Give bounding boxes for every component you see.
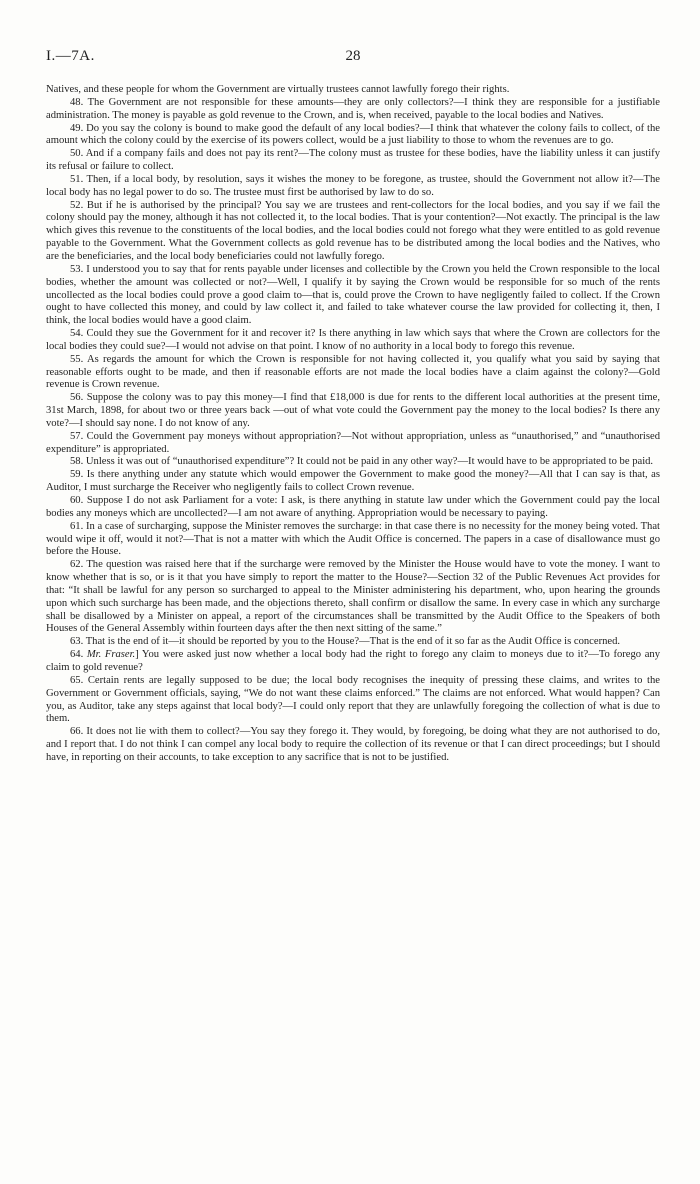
paragraph-53: 53. I understood you to say that for rents payable under licenses and collectible by the Crown you held the Crown responsible to the local bodies, whether the amount was collected or not?—Well, I qualify it by saying the Crown would be responsible for so much of the rents uncollected as the local bodies could prove a good claim to—that is, could prove the Crown to have negligently failed to collect. If the Crown ought to have collected this money, and could by law collect it, and failed to take whatever course the law provided for collecting it, then, I think, the local bodies would have a good claim. — [46, 263, 660, 327]
paragraph-56: 56. Suppose the colony was to pay this money—I find that £18,000 is due for rents to the different local authorities at the present time, 31st March, 1898, for about two or three years back —out of what vote could the Government pay the money to the local bodies? Is there any vote?—I should say none. I do not know of any. — [46, 392, 660, 429]
paragraph-49: 49. Do you say the colony is bound to make good the default of any local bodies?—I think that whatever the colony fails to collect, of the amount which the colony could by the exercise of its powers collect, would be a just liability to those to whom the revenues are to go. — [46, 122, 660, 147]
paragraph-50: 50. And if a company fails and does not pay its rent?—The colony must as trustee for these bodies, have the liability unless it can justify its refusal or failure to collect. — [46, 148, 660, 173]
speaker-name: Mr. Fraser. — [86, 649, 136, 661]
page-header — [46, 48, 660, 74]
paragraph-64: 64. Mr. Fraser.] You were asked just now whether a local body had the right to forego any claim to moneys due to it?—To forego any claim to gold revenue? — [46, 649, 660, 673]
paragraph-52: 52. But if he is authorised by the principal? You say we are trustees and rent-collectors for the local bodies, and you say if we fail the colony should pay the money, although it has not collected it, to the local bodies. That is your contention?—Not exactly. The principal is the law which gives this revenue to the constituents of the local bodies, and the local bodies could not forego what they were entitled to as gold revenue payable to the Government. What the Government collects as gold revenue has to be distributed among the local bodies and the Natives, who are the beneficiaries, and the local body beneficiaries could not lawfully forego. — [46, 199, 660, 262]
document-reference: I.—7A. — [46, 48, 95, 64]
document-body — [46, 84, 660, 765]
paragraph-63: 63. That is the end of it—it should be reported by you to the House?—That is the end of it so far as the Audit Office is concerned. — [70, 636, 621, 648]
paragraph-51: 51. Then, if a local body, by resolution, says it wishes the money to be foregone, as trustee, should the Government not allow it?—The local body has no legal power to do so. The trustee must first be authorised by law to do so. — [46, 173, 660, 198]
paragraph-continued: Natives, and these people for whom the Government are virtually trustees cannot lawfully forego their rights. — [46, 84, 510, 95]
paragraph-58: 58. Unless it was out of “unauthorised expenditure”? It could not be paid in any other way?—It would have to be appropriated to be paid. — [70, 456, 654, 468]
paragraph-62: 62. The question was raised here that if the surcharge were removed by the Minister the House would have to vote the money. I want to know whether that is so, or is it that you have simply to report the matter to the House?—Section 32 of the Public Revenues Act provides for that: “It shall be lawful for any person so surcharged to appeal to the Minister administering his department, who, upon hearing the grounds upon which such surcharge has been made, and the objections thereto, shall confirm or disallow the same. In every case in which any surcharge shall be disallowed by a Minister on appeal, a report of the circumstances shall be transmitted by the Audit Office to the Speakers of both Houses of the General Assembly within fourteen days after the then next sitting of the same.” — [46, 559, 660, 635]
paragraph-48: 48. The Government are not responsible for these amounts—they are only collectors?—I think they are responsible for a justifiable administration. The money is payable as gold revenue to the Crown, and is, when received, payable to the local bodies and Natives. — [46, 96, 660, 121]
paragraph-55: 55. As regards the amount for which the Crown is responsible for not having collected it, you qualify what you said by saying that reasonable efforts ought to be made, and then if reasonable efforts are not made the local bodies have a claim against the colony?—Gold revenue is Crown revenue. — [46, 353, 660, 391]
paragraph-54: 54. Could they sue the Government for it and recover it? Is there anything in law which says that where the Crown are collectors for the local bodies they could sue?—I would not advise on that point. I know of no authority in a local body to forego this revenue. — [46, 328, 660, 352]
page-number: 28 — [345, 48, 361, 64]
paragraph-57: 57. Could the Government pay moneys without appropriation?—Not without appropriation, unless as “unauthorised,” and “unauthorised expenditure” is appropriated. — [46, 430, 660, 455]
paragraph-60: 60. Suppose I do not ask Parliament for a vote: I ask, is there anything in statute law under which the Government could pay the local bodies any moneys which are uncollected?—I am not aware of anything. Appropriation would be necessary to paying. — [46, 495, 660, 519]
paragraph-66: 66. It does not lie with them to collect?—You say they forego it. They would, by foregoing, be doing what they are not authorised to do, and I report that. I do not think I can compel any local body to require the collection of its revenue or that I can direct proceedings; but I should have, in reporting on their accounts, to take exception to any sacrifice that is not to be justified. — [46, 726, 660, 763]
paragraph-59: 59. Is there anything under any statute which would empower the Government to make good the money?—All that I can say is that, as Auditor, I must surcharge the Receiver who negligently fails to collect Crown revenue. — [46, 469, 660, 494]
paragraph-65: 65. Certain rents are legally supposed to be due; the local body recognises the inequity of pressing these claims, and writes to the Government or Government officials, saying, “We do not want these claims enforced.” The claims are not enforced. What would happen? Can you, as Auditor, take any steps against that local body?—I could only report that they are unlawfully foregoing the collection of what is due to them. — [46, 674, 660, 725]
paragraph-61: 61. In a case of surcharging, suppose the Minister removes the surcharge: in that case there is no necessity for the money being voted. That would wipe it off, would it not?—That is not a matter with which the Audit Office is concerned. The papers in a case of disallowance must go before the House. — [46, 520, 660, 558]
